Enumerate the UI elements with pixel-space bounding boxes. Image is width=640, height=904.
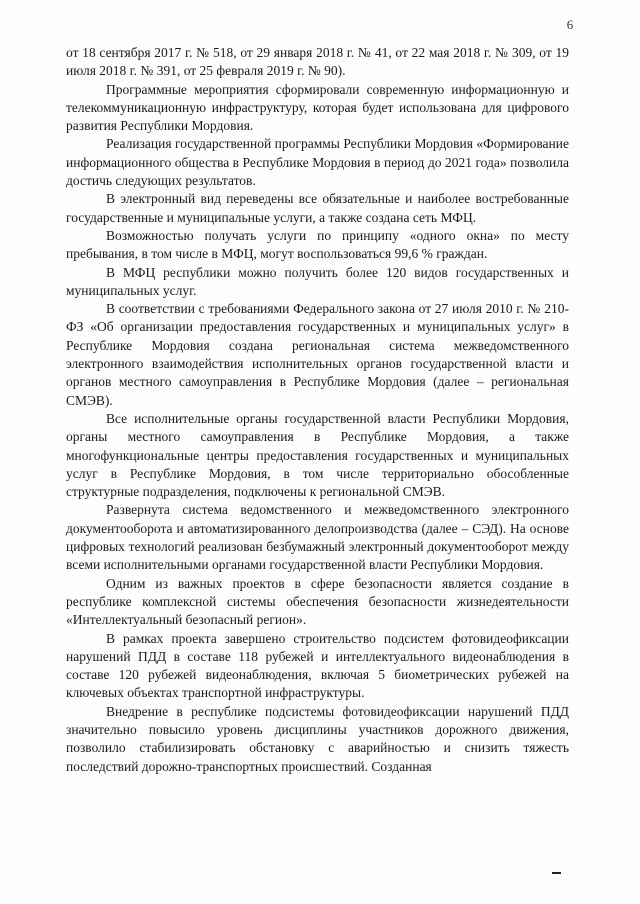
paragraph-6: В МФЦ республики можно получить более 120 видов государственных и муниципальных услуг.: [66, 264, 569, 298]
paragraph-7: В соответствии с требованиями Федерального закона от 27 июля 2010 г. № 210-ФЗ «Об организации предоставления государственных и муниципальных услуг» в Республике Мордовия создана региональная система межведомственного электронного взаимодействия исполнительных органов государственной власти и органов местного самоуправления в Республике Мордовия (далее – региональная СМЭВ).: [66, 301, 569, 408]
paragraph-4: В электронный вид переведены все обязательные и наиболее востребованные государственные и муниципальные услуги, а также создана сеть МФЦ.: [66, 191, 569, 225]
page-number: 6: [566, 17, 574, 32]
paragraph-2: Программные мероприятия сформировали современную информационную и телекоммуникационную инфраструктуру, которая будет использована для цифрового развития Республики Мордовия.: [66, 81, 569, 134]
paragraph-1: от 18 сентября 2017 г. № 518, от 29 января 2018 г. № 41, от 22 мая 2018 г. № 309, от 19 июля 2018 г. № 391, от 25 февраля 2019 г. № 90).: [66, 45, 569, 79]
scan-mark: [552, 872, 561, 874]
paragraph-9: Развернута система ведомственного и межведомственного электронного документооборота и автоматизированного делопроизводства (далее – СЭД). На основе цифровых технологий реализован безбумажный электронный документооборот между всеми исполнительными органами государственной власти Республики Мордовия.: [66, 502, 569, 573]
paragraph-8: Все исполнительные органы государственной власти Республики Мордовия, органы местного самоуправления в Республике Мордовия, а также многофункциональные центры предоставления государственных и муниципальных услуг в Республике Мордовия, в том числе территориально обособленные структурные подразделения, подключены к региональной СМЭВ.: [66, 410, 569, 500]
paragraph-5: Возможностью получать услуги по принципу «одного окна» по месту пребывания, в том числе в МФЦ, могут воспользоваться 99,6 % граждан.: [66, 227, 569, 262]
paragraph-10: Одним из важных проектов в сфере безопасности является создание в республике комплексной системы обеспечения безопасности жизнедеятельности «Интеллектуальный безопасный регион».: [66, 575, 569, 628]
document-body: [66, 44, 569, 776]
paragraph-3: Реализация государственной программы Республики Мордовия «Формирование информационного общества в Республике Мордовия в период до 2021 года» позволила достичь следующих результатов.: [66, 136, 569, 189]
paragraph-11: В рамках проекта завершено строительство подсистем фотовидеофиксации нарушений ПДД в составе 118 рубежей и интеллектуального видеонаблюдения в составе 120 рубежей видеонаблюдения, включая 5 биометрических рубежей на ключевых объектах транспортной инфраструктуры.: [66, 630, 569, 701]
paragraph-12: Внедрение в республике подсистемы фотовидеофиксации нарушений ПДД значительно повысило уровень дисциплины участников дорожного движения, позволило стабилизировать обстановку с аварийностью и снизить тяжесть последствий дорожно-транспортных происшествий. Созданная: [66, 703, 569, 774]
